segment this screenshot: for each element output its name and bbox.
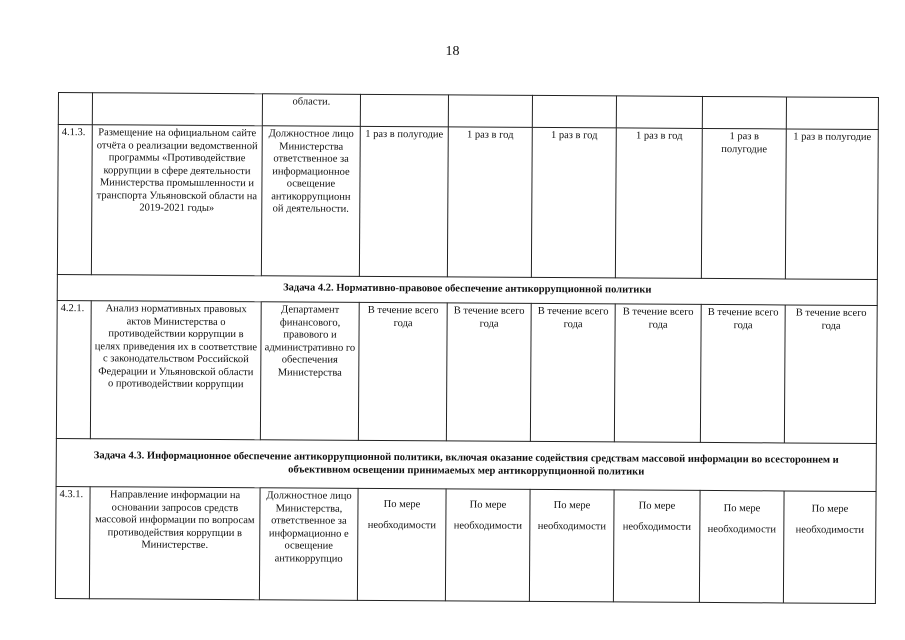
period-cell: 1 раз в полугодие — [785, 129, 878, 280]
task-heading: Задача 4.2. Нормативно-правовое обеспечение антикоррупционной политики — [57, 274, 877, 305]
period-cell: В течение всего года — [446, 303, 531, 442]
period-text-top: По мере — [383, 498, 421, 511]
activity-cell: Направление информации на основании запросов средств массовой информации по вопросам противодействия коррупции в Министерстве. — [89, 487, 260, 600]
period-cell — [529, 489, 614, 602]
activity-cell — [92, 93, 262, 126]
period-cell — [532, 95, 616, 128]
period-cell: 1 раз в полугодие — [359, 126, 448, 277]
num-cell — [58, 93, 92, 125]
period-text-top: По мере — [723, 503, 761, 515]
period-text-top: По мере — [638, 500, 676, 512]
period-text-bottom: необходимости — [622, 520, 692, 533]
table-row-continuation — [58, 93, 878, 130]
period-cell — [445, 489, 530, 602]
period-cell: В течение всего года — [784, 305, 877, 444]
period-cell: 1 раз в год — [447, 127, 532, 278]
row-number: 4.1.3. — [57, 125, 92, 275]
period-text-top: По мере — [469, 499, 507, 511]
page-number: 18 — [445, 44, 460, 59]
period-cell — [357, 488, 446, 601]
period-cell — [702, 96, 786, 129]
responsible-cell: Должностное лицо Министерства, ответственное за информационно е освещение антикоррупцио — [259, 488, 358, 601]
period-text-bottom: необходимости — [453, 519, 523, 532]
period-cell — [699, 490, 784, 603]
table-row-4-1-3 — [57, 125, 878, 280]
table-row-4-3-1 — [55, 486, 876, 603]
task-header-row — [56, 438, 876, 491]
activity-cell: Анализ нормативных правовых актов Министерства о противодействии коррупции в целях приведения их в соответствие с законодательством Российской Федерации и Ульяновской области о противодействии коррупции — [90, 301, 261, 440]
period-text-bottom: необходимости — [707, 523, 777, 535]
period-cell — [786, 97, 878, 130]
row-number: 4.3.1. — [55, 486, 90, 598]
period-cell: В течение всего года — [530, 303, 615, 442]
row-number: 4.2.1. — [56, 300, 91, 438]
responsible-cell: Департамент финансового, правового и административно го обеспечения Министерства — [260, 302, 359, 441]
responsible-cell: Должностное лицо Министерства ответственное за информационное освещение антикоррупционн ой деятельности. — [261, 126, 360, 277]
period-text-top: По мере — [553, 500, 591, 512]
period-text-bottom: необходимости — [537, 520, 607, 532]
responsible-cell: области. — [262, 94, 360, 127]
period-cell — [360, 94, 448, 127]
period-cell: В течение всего года — [700, 304, 785, 443]
period-cell — [613, 490, 700, 603]
period-cell: В течение всего года — [358, 302, 447, 441]
period-cell — [448, 95, 532, 128]
period-cell: 1 раз в год — [615, 128, 702, 279]
period-text-bottom: необходимости — [795, 524, 864, 536]
task-heading: Задача 4.3. Информационное обеспечение антикоррупционной политики, включая оказание содействия средствам массовой информации во всестороннем и объективном освещении принимаемых мер антикоррупционной политики — [56, 438, 876, 491]
period-cell — [616, 96, 702, 129]
period-text-bottom: необходимости — [367, 519, 437, 531]
activity-cell: Размещение на официальном сайте отчёта о реализации ведомственной программы «Противодействие коррупции в сфере деятельности Министерства промышленности и транспорта Ульяновской области на 2019-2021 годы» — [91, 125, 262, 276]
period-cell: 1 раз в полугодие — [701, 128, 786, 279]
period-text-top: По мере — [811, 503, 849, 515]
table-row-4-2-1 — [56, 300, 877, 443]
program-table — [55, 92, 879, 604]
period-cell: 1 раз в год — [531, 127, 616, 278]
period-cell: В течение всего года — [614, 304, 701, 443]
period-cell — [783, 491, 876, 604]
